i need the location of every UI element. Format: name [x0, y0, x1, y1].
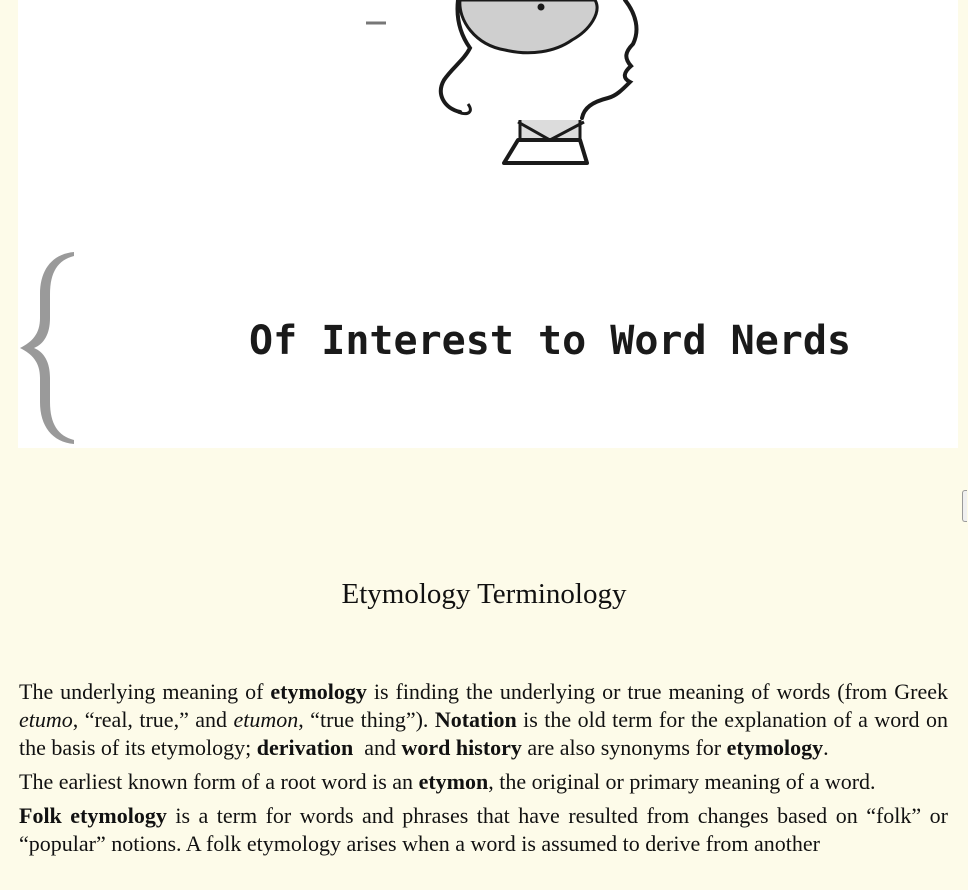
text-run: The underlying meaning of — [19, 679, 271, 704]
term-folk-etymology: Folk etymology — [19, 803, 167, 828]
term-etymology: etymology — [270, 679, 367, 704]
text-run: The earliest known form of a root word is an — [19, 769, 419, 794]
text-run: is the old term for the explanation of a word on the basis of its etymology; — [19, 707, 948, 760]
text-run: . — [823, 735, 829, 760]
paragraph-etymology — [19, 678, 948, 762]
term-notation: Notation — [434, 707, 517, 732]
term-etymon: etymon — [418, 769, 489, 794]
thinking-head-illustration — [340, 0, 660, 175]
left-margin — [0, 0, 18, 890]
text-run: , “true thing”). — [298, 707, 435, 732]
text-run: , “real, true,” and — [72, 707, 234, 732]
paragraph-etymon — [19, 768, 948, 796]
text-run: is a term for words and phrases that have resulted from changes based on “folk” or “popular” notions. A folk etymology arises when a word is assumed to derive from another — [19, 803, 948, 856]
greek-word: etumon — [233, 707, 299, 732]
term-derivation: derivation — [256, 735, 354, 760]
brace-icon — [18, 248, 78, 448]
scrollbar-track[interactable] — [958, 0, 968, 890]
text-run: and — [353, 735, 402, 760]
body-text — [19, 678, 948, 864]
section-heading: Etymology Terminology — [341, 578, 627, 610]
text-run: are also synonyms for — [521, 735, 727, 760]
scrollbar-thumb[interactable] — [962, 490, 967, 522]
term-etymology: etymology — [726, 735, 824, 760]
greek-word: etumo — [19, 707, 73, 732]
text-run: , the original or primary meaning of a word. — [488, 769, 876, 794]
banner-title: Of Interest to Word Nerds — [249, 318, 852, 364]
term-word-history: word history — [401, 735, 522, 760]
paragraph-folk-etymology — [19, 802, 948, 858]
text-run: is finding the underlying or true meaning of words (from Greek — [366, 679, 948, 704]
